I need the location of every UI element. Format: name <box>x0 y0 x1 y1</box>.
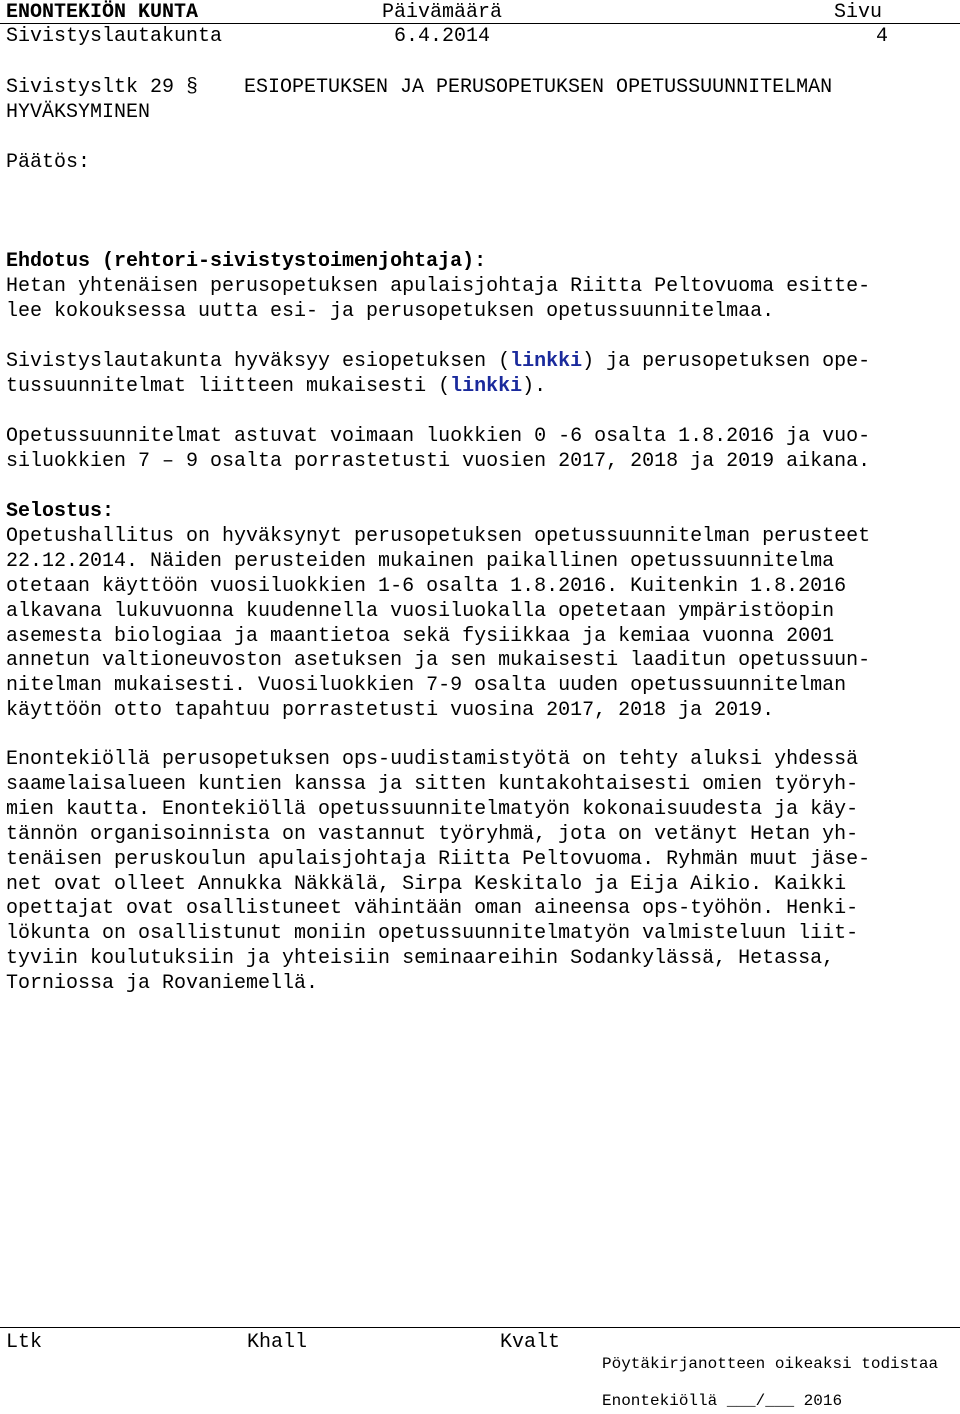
proposal-approval <box>6 350 956 400</box>
explanation-line: tenäisen peruskoulun apulaisjohtaja Riitta Peltovuoma. Ryhmän muut jäse- <box>6 847 871 871</box>
board-name: Sivistyslautakunta <box>6 25 223 48</box>
explanation-section-2 <box>6 748 956 997</box>
explanation-line: 22.12.2014. Näiden perusteiden mukainen paikallinen opetussuunnitelma <box>6 549 835 573</box>
page-label: Sivu <box>834 1 883 24</box>
approval-text: Sivistyslautakunta hyväksyy esiopetuksen ( <box>6 350 511 373</box>
footer-day-blank: ___ <box>726 1392 756 1410</box>
explanation-line: opettajat ovat osallistuneet vähintään oman aineensa ops-työhön. Henki- <box>6 897 859 921</box>
proposal-section <box>6 250 956 325</box>
item-title: ESIOPETUKSEN JA PERUSOPETUKSEN OPETUSSUUNNITELMAN <box>244 76 833 99</box>
footer-ltk: Ltk <box>6 1331 43 1354</box>
effective-line: Opetussuunnitelmat astuvat voimaan luokkien 0 -6 osalta 1.8.2016 ja vuo- <box>6 425 871 448</box>
footer-slash: / <box>755 1392 766 1410</box>
link-appendix[interactable]: linkki <box>450 374 523 398</box>
approval-line <box>6 350 956 375</box>
proposal-effective <box>6 425 956 475</box>
link-preschool-curriculum[interactable]: linkki <box>510 350 583 373</box>
effective-line: siluokkien 7 – 9 osalta porrastetusti vuosien 2017, 2018 ja 2019 aikana. <box>6 449 871 473</box>
explanation-section <box>6 500 956 724</box>
proposal-p1-line: Hetan yhtenäisen perusopetuksen apulaisjohtaja Riitta Peltovuoma esitte- <box>6 274 871 298</box>
meeting-date: 6.4.2014 <box>394 25 491 48</box>
explanation-line: tyviin koulutuksiin ja yhteisiin seminaareihin Sodankylässä, Hetassa, <box>6 947 835 971</box>
explanation-line: annetun valtioneuvoston asetuksen ja sen mukaisesti laaditun opetussuun- <box>6 649 871 673</box>
explanation-line: otetaan käyttöön vuosiluokkien 1-6 osalta 1.8.2016. Kuitenkin 1.8.2016 <box>6 574 847 598</box>
footer-place: Enontekiöllä <box>602 1392 718 1410</box>
approval-text: tussuunnitelmat liitteen mukaisesti ( <box>6 374 451 398</box>
explanation-line: saamelaisalueen kuntien kanssa ja sitten kuntakohtaisesti omien työryh- <box>6 772 859 796</box>
explanation-line: Torniossa ja Rovaniemellä. <box>6 972 319 996</box>
date-label: Päivämäärä <box>382 1 503 24</box>
item-title-continued: HYVÄKSYMINEN <box>6 101 151 124</box>
approval-text: ) ja perusopetuksen ope- <box>582 350 871 373</box>
footer-khall: Khall <box>247 1331 308 1354</box>
explanation-line: nitelman mukaisesti. Vuosiluokkien 7-9 osalta uuden opetussuunnitelman <box>6 674 847 698</box>
decision-label: Päätös: <box>6 151 91 174</box>
page-number: 4 <box>876 25 889 48</box>
item-number: Sivistysltk 29 § <box>6 76 199 99</box>
explanation-label: Selostus: <box>6 500 115 523</box>
explanation-line: lökunta on osallistunut moniin opetussuunnitelmatyön valmisteluun liit- <box>6 922 859 946</box>
footer-year: 2016 <box>803 1392 843 1410</box>
approval-line <box>6 375 956 400</box>
proposal-p1-line: lee kokouksessa uutta esi- ja perusopetuksen opetussuunnitelmaa. <box>6 299 775 323</box>
footer-certify: Pöytäkirjanotteen oikeaksi todistaa <box>602 1355 939 1373</box>
approval-text: ). <box>522 374 547 398</box>
explanation-line: Opetushallitus on hyväksynyt perusopetuksen opetussuunnitelman perusteet <box>6 524 871 548</box>
explanation-line: käyttöön otto tapahtuu porrastetusti vuosina 2017, 2018 ja 2019. <box>6 699 775 723</box>
municipality-name: ENONTEKIÖN KUNTA <box>6 1 199 24</box>
explanation-line: asemesta biologiaa ja maantietoa sekä fysiikkaa ja kemiaa vuonna 2001 <box>6 624 835 648</box>
explanation-line: tännön organisoinnista on vastannut työryhmä, jota on vetänyt Hetan yh- <box>6 822 859 846</box>
explanation-line: alkavana lukuvuonna kuudennella vuosiluokalla opetetaan ympäristöopin <box>6 599 835 623</box>
footer-kvalt: Kvalt <box>500 1331 561 1354</box>
explanation-line: mien kautta. Enontekiöllä opetussuunnitelmatyön kokonaisuudesta ja käy- <box>6 797 859 821</box>
footer-month-blank: ___ <box>765 1392 795 1410</box>
explanation-line: Enontekiöllä perusopetuksen ops-uudistamistyötä on tehty aluksi yhdessä <box>6 748 859 771</box>
footer-signature-line <box>602 1389 842 1414</box>
proposal-label: Ehdotus (rehtori-sivistystoimenjohtaja): <box>6 250 487 273</box>
explanation-line: net ovat olleet Annukka Näkkälä, Sirpa Keskitalo ja Eija Aikio. Kaikki <box>6 872 847 896</box>
footer-divider <box>0 1327 960 1328</box>
